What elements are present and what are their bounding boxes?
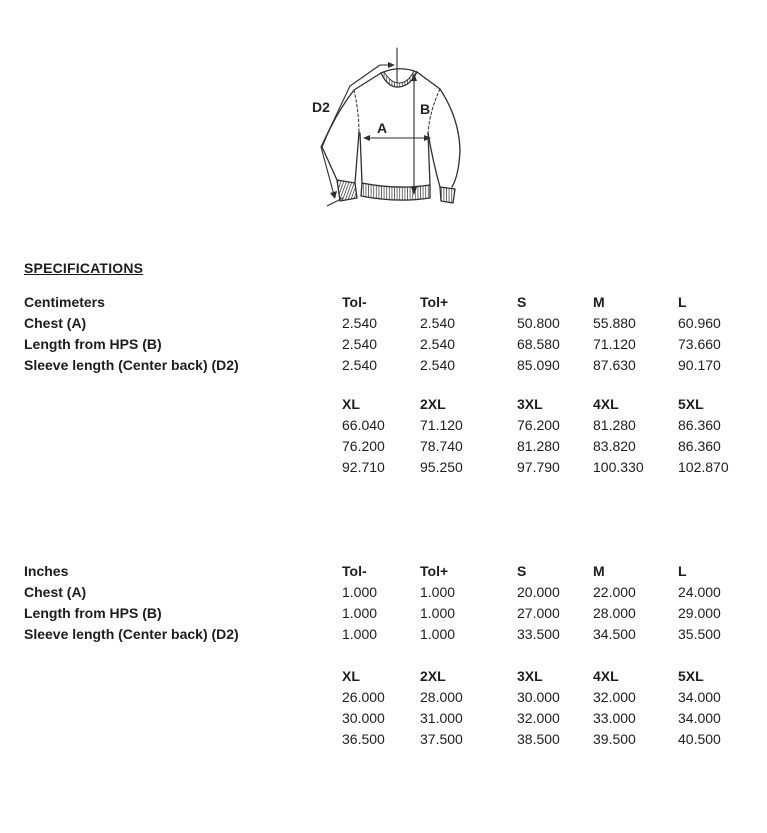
value-cell: 38.500 bbox=[517, 731, 560, 747]
value-cell: 90.170 bbox=[678, 357, 721, 373]
value-cell: 1.000 bbox=[342, 605, 378, 621]
value-cell: 1.000 bbox=[420, 605, 456, 621]
in-row-label-chest: Chest (A) bbox=[24, 584, 87, 600]
value-cell: 29.000 bbox=[678, 605, 721, 621]
value-cell: 30.000 bbox=[517, 689, 560, 705]
value-cell: 33.500 bbox=[517, 626, 560, 642]
value-cell: 68.580 bbox=[517, 336, 560, 352]
value-cell: 20.000 bbox=[517, 584, 560, 600]
cm-main-table bbox=[24, 292, 758, 376]
in-header-tol-minus: Tol- bbox=[342, 563, 367, 579]
spacer-cell bbox=[24, 729, 342, 750]
value-cell: 2.540 bbox=[342, 315, 378, 331]
value-cell: 81.280 bbox=[517, 438, 560, 454]
cm-row-label-sleeve: Sleeve length (Center back) (D2) bbox=[24, 357, 239, 373]
in-header-m: M bbox=[593, 563, 605, 579]
in-header-s: S bbox=[517, 563, 527, 579]
body-panel bbox=[360, 133, 430, 200]
value-cell: 34.000 bbox=[678, 689, 721, 705]
value-cell: 95.250 bbox=[420, 459, 463, 475]
value-cell: 97.790 bbox=[517, 459, 560, 475]
cm-header-4xl: 4XL bbox=[593, 396, 619, 412]
in-header-5xl: 5XL bbox=[678, 668, 704, 684]
value-cell: 32.000 bbox=[517, 710, 560, 726]
value-cell: 2.540 bbox=[342, 357, 378, 373]
value-cell: 2.540 bbox=[420, 357, 456, 373]
cm-header-tol-minus: Tol- bbox=[342, 294, 367, 310]
cm-header-l: L bbox=[678, 294, 687, 310]
in-ext-table bbox=[24, 666, 758, 750]
cm-row-label-chest: Chest (A) bbox=[24, 315, 87, 331]
cm-header-3xl: 3XL bbox=[517, 396, 543, 412]
value-cell: 92.710 bbox=[342, 459, 385, 475]
value-cell: 30.000 bbox=[342, 710, 385, 726]
measure-arrow-b bbox=[411, 73, 417, 195]
value-cell: 85.090 bbox=[517, 357, 560, 373]
spacer-cell bbox=[24, 436, 342, 457]
value-cell: 83.820 bbox=[593, 438, 636, 454]
value-cell: 28.000 bbox=[420, 689, 463, 705]
cm-header-5xl: 5XL bbox=[678, 396, 704, 412]
in-unit-label: Inches bbox=[24, 563, 69, 579]
garment-diagram bbox=[297, 40, 482, 235]
spacer-cell bbox=[24, 457, 342, 478]
value-cell: 2.540 bbox=[342, 336, 378, 352]
spacer-cell bbox=[24, 415, 342, 436]
in-header-4xl: 4XL bbox=[593, 668, 619, 684]
value-cell: 22.000 bbox=[593, 584, 636, 600]
value-cell: 60.960 bbox=[678, 315, 721, 331]
label-a: A bbox=[377, 120, 388, 136]
in-row-label-sleeve: Sleeve length (Center back) (D2) bbox=[24, 626, 239, 642]
in-header-tol-plus: Tol+ bbox=[420, 563, 449, 579]
collar bbox=[381, 69, 417, 87]
value-cell: 24.000 bbox=[678, 584, 721, 600]
value-cell: 73.660 bbox=[678, 336, 721, 352]
value-cell: 35.500 bbox=[678, 626, 721, 642]
value-cell: 86.360 bbox=[678, 417, 721, 433]
value-cell: 33.000 bbox=[593, 710, 636, 726]
in-header-xl: XL bbox=[342, 668, 360, 684]
measure-arrow-a bbox=[363, 135, 431, 141]
value-cell: 81.280 bbox=[593, 417, 636, 433]
value-cell: 34.000 bbox=[678, 710, 721, 726]
in-row-label-length: Length from HPS (B) bbox=[24, 605, 162, 621]
value-cell: 78.740 bbox=[420, 438, 463, 454]
value-cell: 50.800 bbox=[517, 315, 560, 331]
spacer-cell bbox=[24, 394, 342, 415]
value-cell: 1.000 bbox=[420, 584, 456, 600]
cm-unit-label: Centimeters bbox=[24, 294, 105, 310]
value-cell: 1.000 bbox=[342, 626, 378, 642]
value-cell: 66.040 bbox=[342, 417, 385, 433]
value-cell: 87.630 bbox=[593, 357, 636, 373]
value-cell: 26.000 bbox=[342, 689, 385, 705]
cm-header-2xl: 2XL bbox=[420, 396, 446, 412]
in-header-l: L bbox=[678, 563, 687, 579]
value-cell: 102.870 bbox=[678, 459, 729, 475]
value-cell: 34.500 bbox=[593, 626, 636, 642]
cm-header-s: S bbox=[517, 294, 527, 310]
value-cell: 76.200 bbox=[342, 438, 385, 454]
value-cell: 1.000 bbox=[420, 626, 456, 642]
hem-band bbox=[361, 183, 430, 200]
value-cell: 31.000 bbox=[420, 710, 463, 726]
cm-header-xl: XL bbox=[342, 396, 360, 412]
right-cuff bbox=[440, 187, 455, 203]
specifications-heading: SPECIFICATIONS bbox=[24, 260, 144, 276]
spacer-cell bbox=[24, 687, 342, 708]
label-d2: D2 bbox=[312, 99, 330, 115]
label-b: B bbox=[420, 101, 431, 117]
value-cell: 55.880 bbox=[593, 315, 636, 331]
value-cell: 71.120 bbox=[593, 336, 636, 352]
value-cell: 40.500 bbox=[678, 731, 721, 747]
left-cuff bbox=[337, 180, 357, 201]
value-cell: 86.360 bbox=[678, 438, 721, 454]
in-main-table bbox=[24, 561, 758, 645]
value-cell: 32.000 bbox=[593, 689, 636, 705]
cm-ext-table bbox=[24, 394, 758, 478]
in-header-2xl: 2XL bbox=[420, 668, 446, 684]
value-cell: 76.200 bbox=[517, 417, 560, 433]
value-cell: 39.500 bbox=[593, 731, 636, 747]
value-cell: 2.540 bbox=[420, 336, 456, 352]
spacer-cell bbox=[24, 666, 342, 687]
cm-row-label-length: Length from HPS (B) bbox=[24, 336, 162, 352]
value-cell: 28.000 bbox=[593, 605, 636, 621]
value-cell: 71.120 bbox=[420, 417, 463, 433]
in-header-3xl: 3XL bbox=[517, 668, 543, 684]
value-cell: 1.000 bbox=[342, 584, 378, 600]
cm-header-tol-plus: Tol+ bbox=[420, 294, 449, 310]
value-cell: 36.500 bbox=[342, 731, 385, 747]
cm-header-m: M bbox=[593, 294, 605, 310]
value-cell: 27.000 bbox=[517, 605, 560, 621]
value-cell: 37.500 bbox=[420, 731, 463, 747]
value-cell: 100.330 bbox=[593, 459, 644, 475]
value-cell: 2.540 bbox=[420, 315, 456, 331]
spacer-cell bbox=[24, 708, 342, 729]
